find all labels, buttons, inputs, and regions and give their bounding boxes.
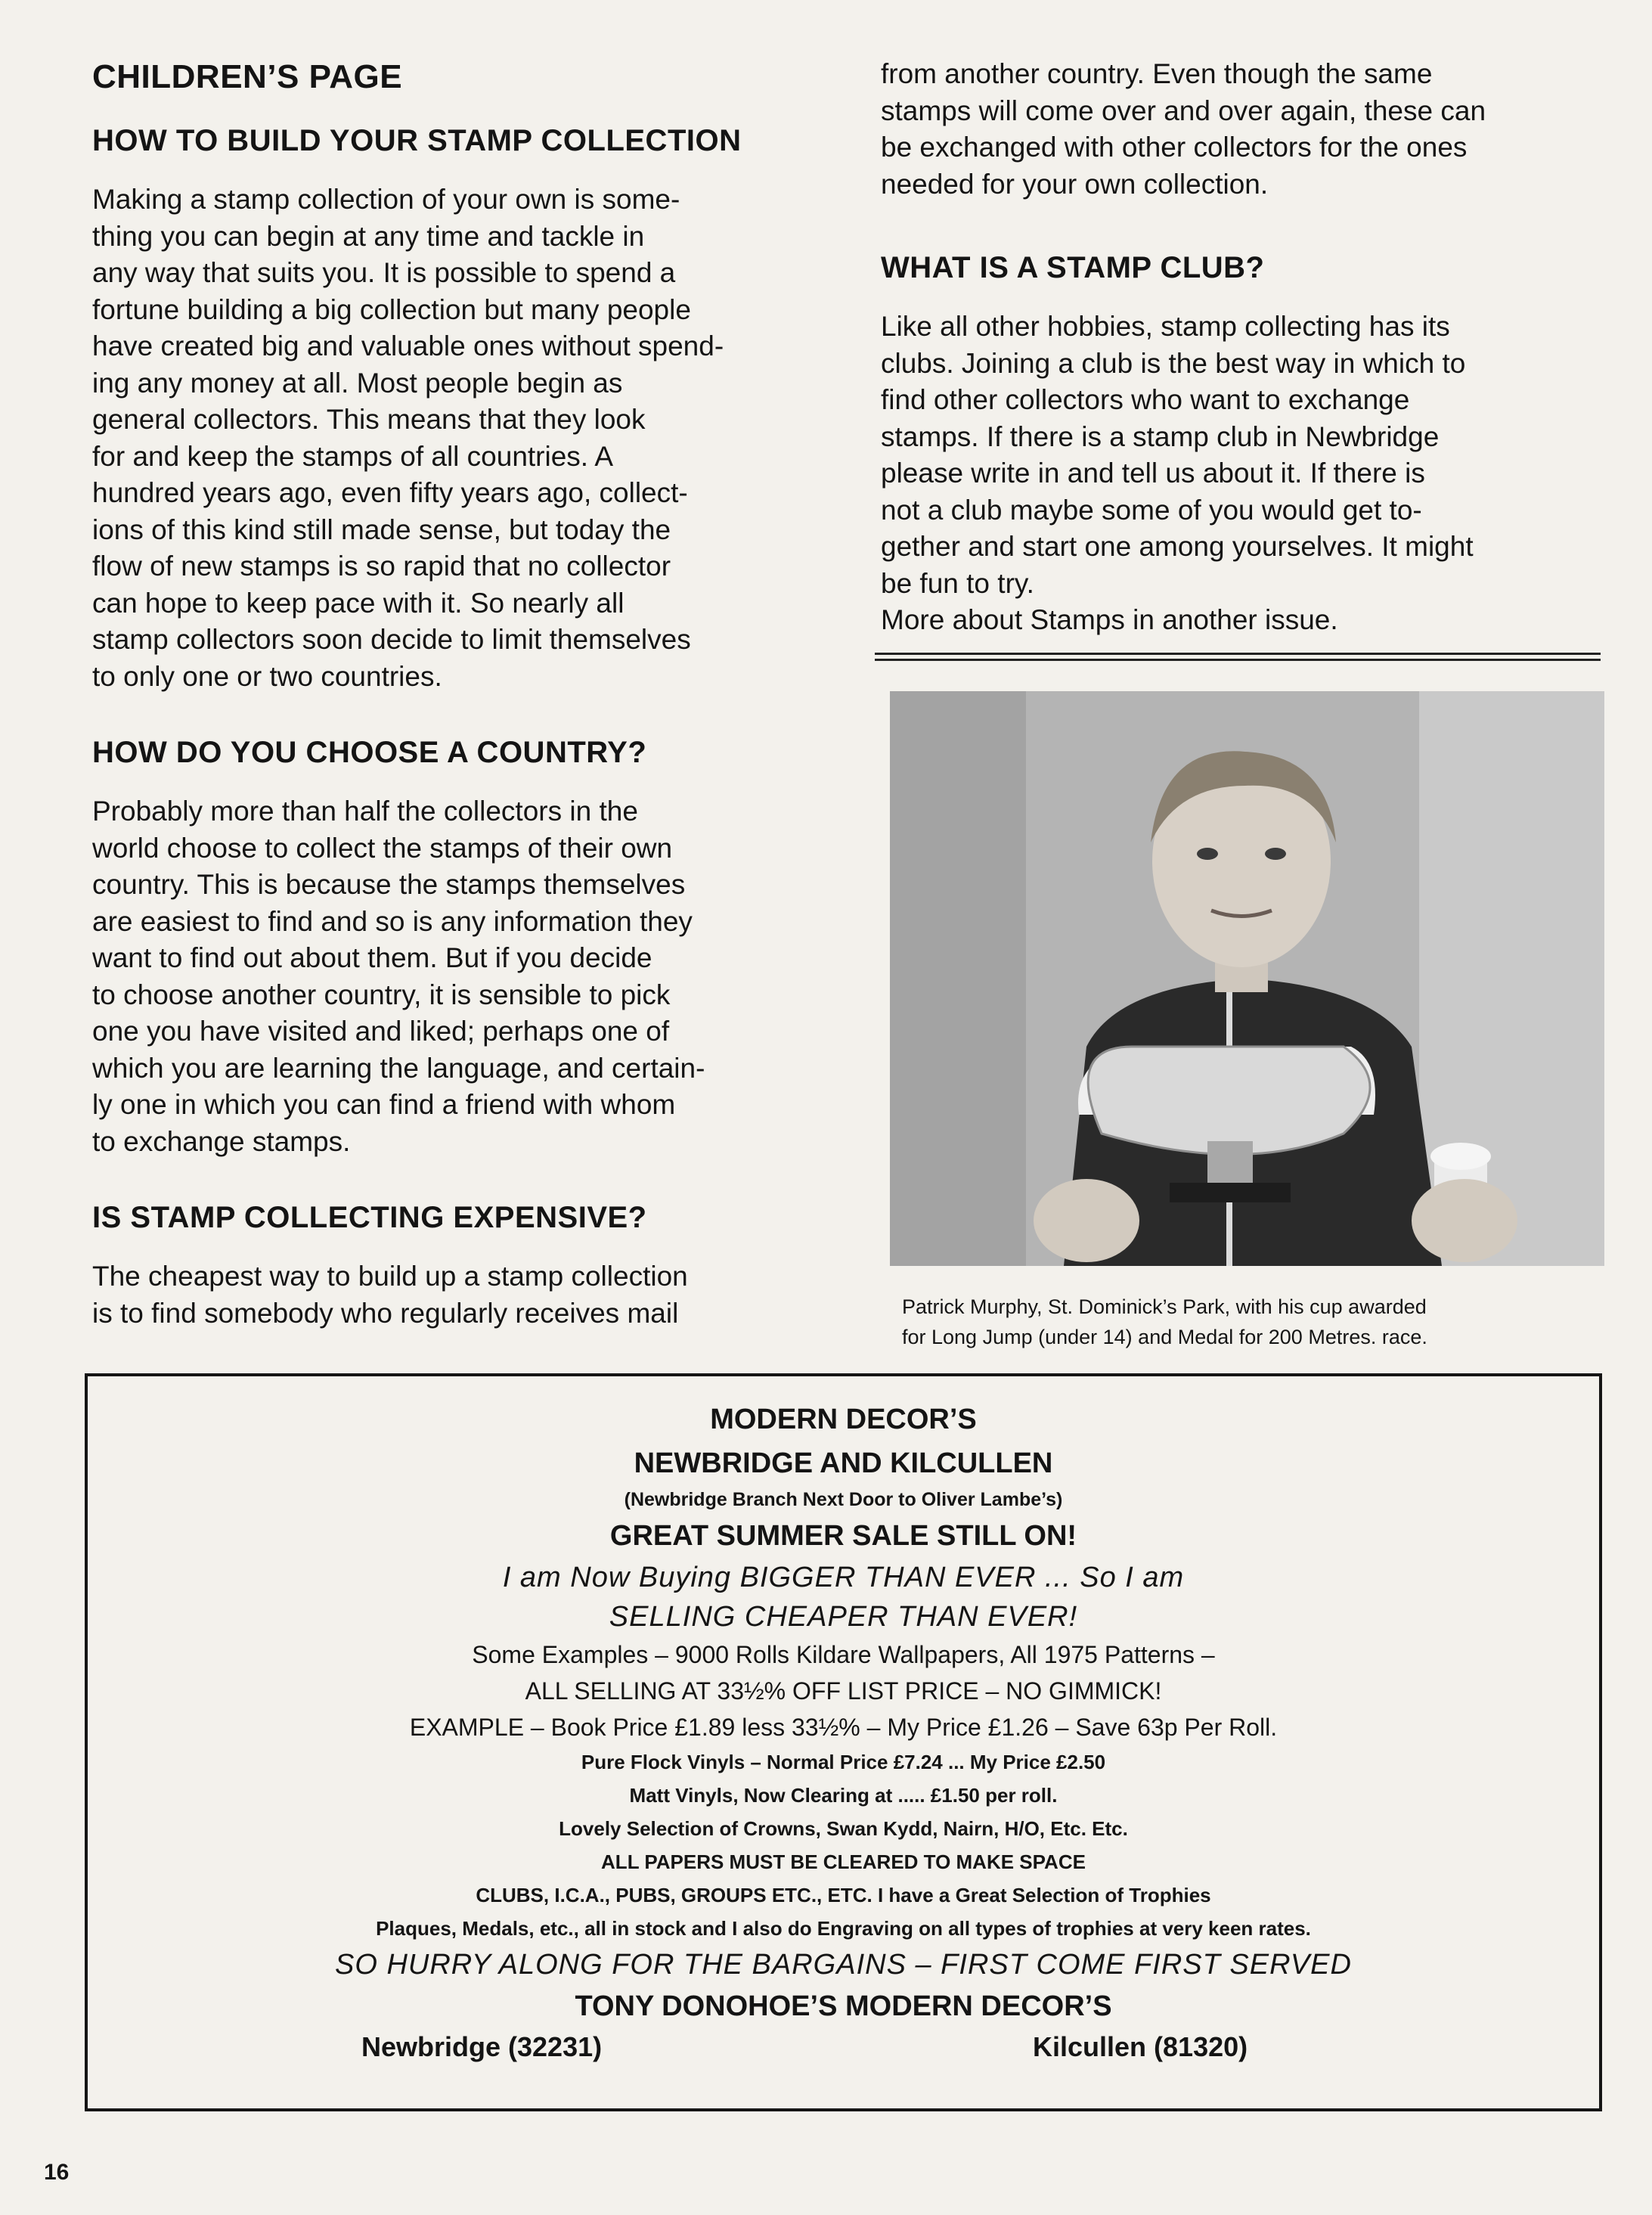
double-rule-divider xyxy=(875,653,1601,661)
ad-line-example-price: EXAMPLE – Book Price £1.89 less 33½% – My Price £1.26 – Save 63p Per Roll. xyxy=(409,1714,1278,1741)
ad-line-tony-donohoe: TONY DONOHOE’S MODERN DECOR’S xyxy=(575,1990,1112,2022)
left-column xyxy=(92,59,818,1332)
phone-newbridge: Newbridge (32231) xyxy=(361,2031,603,2062)
ad-line-selection: Lovely Selection of Crowns, Swan Kydd, Nairn, H/O, Etc. Etc. xyxy=(559,1817,1128,1840)
ad-line-hurry-along: SO HURRY ALONG FOR THE BARGAINS – FIRST COME FIRST SERVED xyxy=(335,1949,1352,1981)
page-title: CHILDREN’S PAGE xyxy=(92,58,403,95)
photo-boy-with-trophy xyxy=(890,691,1604,1266)
advertisement-box xyxy=(85,1373,1602,2111)
ad-line-flock-vinyls: Pure Flock Vinyls – Normal Price £7.24 ... My Price £2.50 xyxy=(581,1751,1106,1773)
continuation-text: from another country. Even though the same stamps will come over and over again, these can be exchanged with other collectors for the ones needed for your own collection. xyxy=(881,58,1486,200)
ad-line-buying-bigger: I am Now Buying BIGGER THAN EVER ... So I am xyxy=(502,1562,1185,1593)
section-text-expensive: The cheapest way to build up a stamp collection is to find somebody who regularly receives mail xyxy=(92,1261,688,1329)
ad-line-engraving: Plaques, Medals, etc., all in stock and I also do Engraving on all types of trophies at very keen rates. xyxy=(376,1917,1311,1940)
ad-phone-numbers xyxy=(88,2028,1599,2068)
ad-line-off-list-price: ALL SELLING AT 33½% OFF LIST PRICE – NO GIMMICK! xyxy=(525,1677,1162,1705)
section-heading-choose-country: HOW DO YOU CHOOSE A COUNTRY? xyxy=(92,736,647,769)
photo-illustration xyxy=(890,691,1604,1266)
ad-line-summer-sale: GREAT SUMMER SALE STILL ON! xyxy=(609,1520,1077,1552)
photo-caption: Patrick Murphy, St. Dominick’s Park, with his cup awarded for Long Jump (under 14) and Medal for 200 Metres. race. xyxy=(902,1295,1427,1348)
right-column xyxy=(881,56,1599,1352)
ad-line-papers-cleared: ALL PAPERS MUST BE CLEARED TO MAKE SPACE xyxy=(601,1850,1086,1873)
ad-line-selling-cheaper: SELLING CHEAPER THAN EVER! xyxy=(609,1601,1078,1633)
ad-line-examples: Some Examples – 9000 Rolls Kildare Wallpapers, All 1975 Patterns – xyxy=(472,1641,1215,1668)
ad-line-branch: (Newbridge Branch Next Door to Oliver Lambe’s) xyxy=(624,1489,1063,1510)
section-text-build-collection: Making a stamp collection of your own is some- thing you can begin at any time and tackle in any way that suits you. It is possible to spend a fortune building a big collection but many people have created big and valuable ones without spend- ing any money at all. Most people begin as general collectors. This means that they look for and keep the stamps of all countries. A hundred years ago, even fifty years ago, collect- ions of this kind still made sense, but today the flow of new stamps is so rapid that no collector can hope to keep pace with it. So nearly all stamp collectors soon decide to limit themselves to only one or two countries. xyxy=(92,184,724,692)
section-heading-stamp-club: WHAT IS A STAMP CLUB? xyxy=(881,251,1265,284)
ad-line-modern-decor: MODERN DECOR’S xyxy=(710,1404,977,1435)
page-number: 16 xyxy=(44,2160,70,2185)
phone-kilcullen: Kilcullen (81320) xyxy=(1033,2031,1248,2062)
section-heading-expensive: IS STAMP COLLECTING EXPENSIVE? xyxy=(92,1201,647,1234)
section-text-stamp-club: Like all other hobbies, stamp collecting has its clubs. Joining a club is the best way in which to find other collectors who want to exchange stamps. If there is a stamp club in Newbridge please write in and tell us about it. If there is not a club maybe some of you would get to- gether and start one among yourselves. It might be fun to try. More about Stamps in another issue. xyxy=(881,311,1474,635)
ad-line-trophies: CLUBS, I.C.A., PUBS, GROUPS ETC., ETC. I have a Great Selection of Trophies xyxy=(476,1884,1211,1906)
section-heading-build-collection: HOW TO BUILD YOUR STAMP COLLECTION xyxy=(92,124,742,157)
ad-line-matt-vinyls: Matt Vinyls, Now Clearing at ..... £1.50 per roll. xyxy=(629,1784,1058,1807)
section-text-choose-country: Probably more than half the collectors in the world choose to collect the stamps of their own country. This is because the stamps themselves are easiest to find and so is any information they want to find out about them. But if you decide to choose another country, it is sensible to pick one you have visited and liked; perhaps one of which you are learning the language, and certain- ly one in which you can find a friend with whom to exchange stamps. xyxy=(92,796,705,1157)
ad-line-newbridge-kilcullen: NEWBRIDGE AND KILCULLEN xyxy=(634,1447,1053,1479)
